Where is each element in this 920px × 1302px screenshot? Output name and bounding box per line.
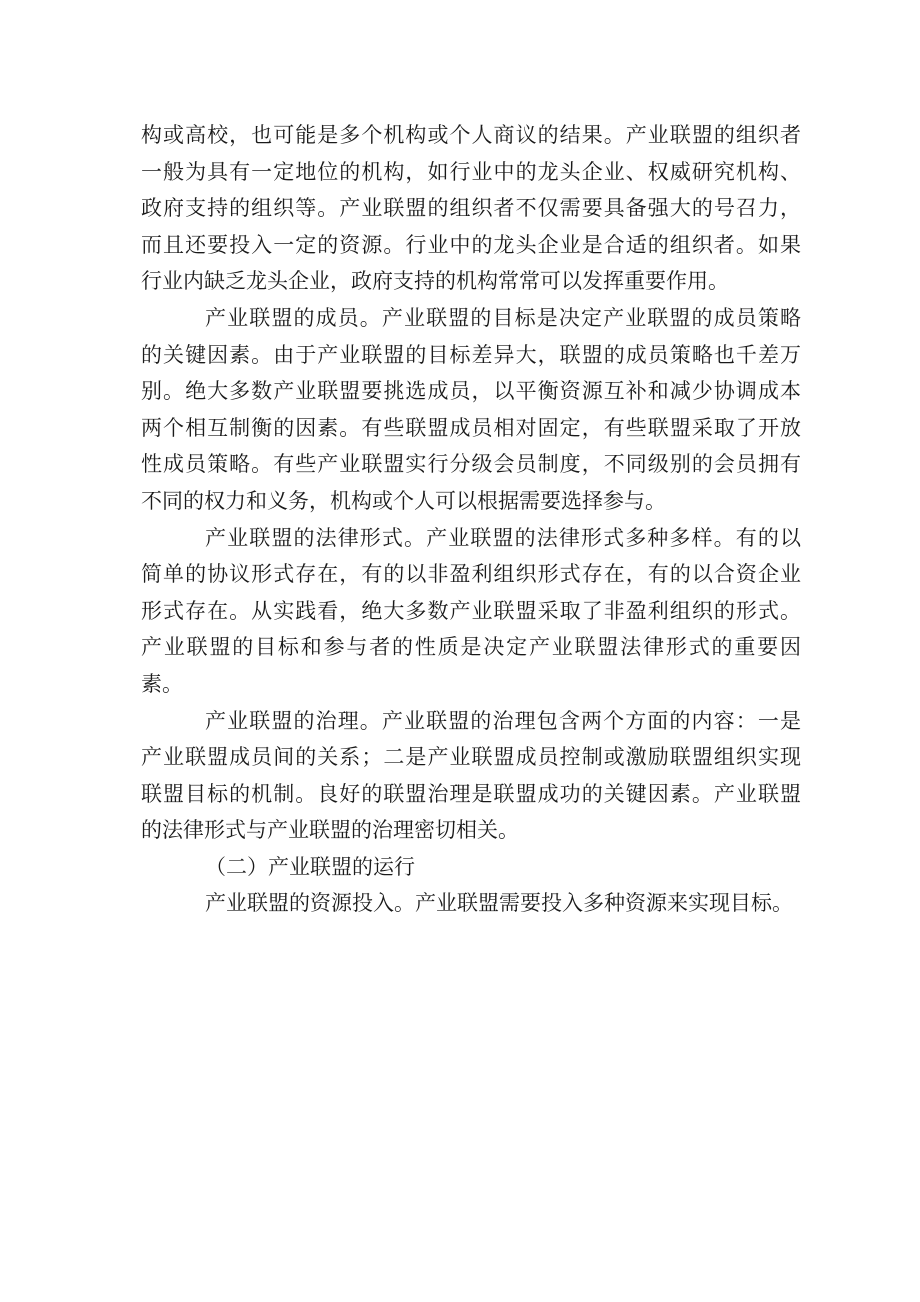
text-line: 性成员策略。有些产业联盟实行分级会员制度，不同级别的会员拥有: [141, 452, 801, 477]
text-line: 两个相互制衡的因素。有些联盟成员相对固定，有些联盟采取了开放: [141, 415, 801, 440]
text-line: 产业联盟的成员。产业联盟的目标是决定产业联盟的成员策略: [205, 305, 801, 330]
text-line: 产业联盟的资源投入。产业联盟需要投入多种资源来实现目标。: [205, 891, 793, 916]
text-line: 政府支持的组织等。产业联盟的组织者不仅需要具备强大的号召力，: [141, 196, 801, 221]
text-line: 的法律形式与产业联盟的治理密切相关。: [141, 818, 519, 843]
text-line: 产业联盟的法律形式。产业联盟的法律形式多种多样。有的以: [205, 525, 801, 550]
text-line: 而且还要投入一定的资源。行业中的龙头企业是合适的组织者。如果: [141, 232, 801, 257]
text-line: 产业联盟成员间的关系；二是产业联盟成员控制或激励联盟组织实现: [141, 745, 801, 770]
text-line: 行业内缺乏龙头企业，政府支持的机构常常可以发挥重要作用。: [141, 269, 729, 294]
text-line: 一般为具有一定地位的机构，如行业中的龙头企业、权威研究机构、: [141, 159, 801, 184]
text-line: 素。: [141, 671, 183, 696]
body-text: [141, 117, 801, 922]
text-line: 产业联盟的治理。产业联盟的治理包含两个方面的内容：一是: [205, 708, 801, 733]
section-heading: （二）产业联盟的运行: [205, 854, 415, 879]
text-line: 构或高校，也可能是多个机构或个人商议的结果。产业联盟的组织者: [141, 123, 801, 147]
text-line: 简单的协议形式存在，有的以非盈利组织形式存在，有的以合资企业: [141, 562, 801, 587]
text-line: 别。绝大多数产业联盟要挑选成员，以平衡资源互补和减少协调成本: [141, 379, 801, 404]
text-line: 的关键因素。由于产业联盟的目标差异大，联盟的成员策略也千差万: [141, 342, 801, 367]
text-line: 联盟目标的机制。良好的联盟治理是联盟成功的关键因素。产业联盟: [141, 781, 801, 806]
text-line: 形式存在。从实践看，绝大多数产业联盟采取了非盈利组织的形式。: [141, 598, 801, 623]
text-line: 不同的权力和义务，机构或个人可以根据需要选择参与。: [141, 488, 666, 513]
text-line: 产业联盟的目标和参与者的性质是决定产业联盟法律形式的重要因: [141, 635, 801, 660]
